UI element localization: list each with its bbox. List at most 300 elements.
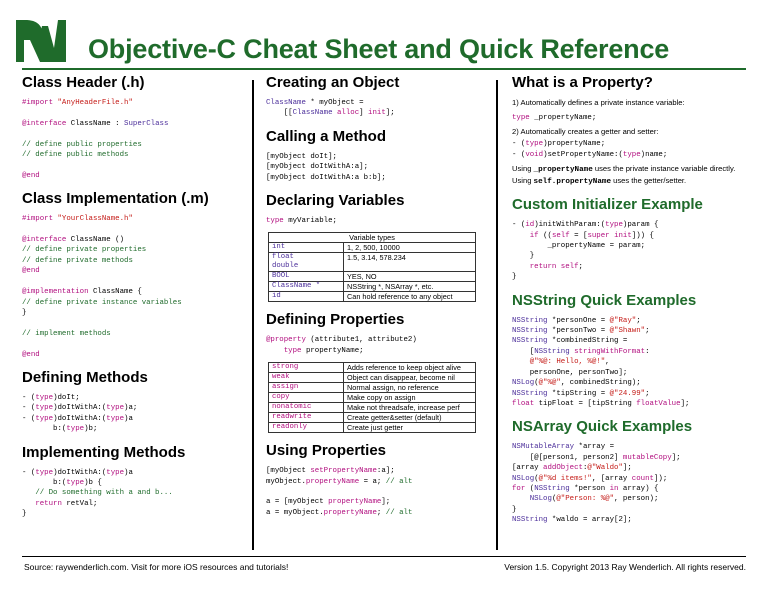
code-token: type	[106, 404, 125, 413]
code-token: @end	[22, 171, 40, 180]
declaring-variables-code	[266, 216, 480, 226]
code-line	[22, 141, 142, 149]
code-line	[512, 317, 641, 325]
code-token: NSMutableArray	[512, 443, 579, 452]
code-line	[22, 172, 40, 180]
creating-object-code	[266, 98, 480, 119]
table-value-cell: 1, 2, 500, 10000	[344, 243, 476, 253]
what-is-property-heading: What is a Property?	[512, 74, 653, 91]
code-token: )a;	[124, 404, 138, 413]
code-line	[266, 347, 364, 355]
code-token: ;	[636, 316, 641, 325]
code-token	[512, 495, 530, 503]
code-token: NSLog	[512, 474, 535, 483]
code-token: for	[512, 484, 530, 493]
code-token: *array =	[578, 443, 615, 452]
code-line	[512, 140, 605, 148]
column-divider-2	[496, 80, 498, 550]
table-key-cell: readwrite	[269, 413, 344, 423]
code-token: *combinedString =	[551, 337, 628, 346]
code-token: NSString	[534, 484, 575, 493]
code-token: super	[587, 231, 615, 240]
table-value-cell: Object can disappear, become nil	[344, 373, 476, 383]
table-row	[269, 383, 476, 393]
code-token: type	[622, 150, 641, 159]
defining-properties-code	[266, 335, 480, 356]
table-value-cell: 1.5, 3.14, 578.234	[344, 253, 476, 272]
table-row	[269, 272, 476, 282]
table-value-cell: Normal assign, no reference	[344, 383, 476, 393]
code-token: *person	[574, 484, 610, 493]
code-token	[512, 358, 530, 366]
code-token: type	[66, 425, 85, 434]
nsarray-heading: NSArray Quick Examples	[512, 418, 693, 436]
code-token: - (	[512, 221, 526, 230]
code-line	[22, 257, 133, 265]
code-line	[512, 221, 658, 229]
code-token: ;	[645, 389, 650, 398]
code-line	[266, 467, 395, 475]
code-token: - (	[22, 414, 36, 423]
code-token: type	[35, 468, 54, 477]
code-token: type	[106, 468, 125, 477]
code-line	[512, 232, 654, 240]
code-token	[266, 347, 284, 355]
code-token: = a;	[359, 477, 386, 486]
code-token: , person);	[614, 495, 659, 504]
code-token: @"Shawn"	[609, 327, 646, 336]
code-token: )param {	[622, 221, 659, 230]
code-line	[266, 217, 337, 225]
code-token: *personTwo =	[551, 327, 610, 336]
footer-copyright: Version 1.5. Copyright 2013 Ray Wenderlich. All rights reserved.	[504, 562, 746, 572]
table-key-cell: id	[269, 292, 344, 302]
code-token: )doItWithA:(	[53, 414, 107, 423]
code-line	[22, 510, 26, 518]
code-token: )setPropertyName:(	[543, 150, 623, 159]
code-line	[512, 348, 650, 356]
code-token: (	[529, 484, 535, 493]
using-properties-code	[266, 466, 480, 518]
code-token: NSString	[512, 327, 552, 336]
using-properties-heading: Using Properties	[266, 442, 387, 460]
code-line	[512, 242, 645, 250]
code-token: ]	[359, 109, 369, 118]
code-token: ClassName ()	[70, 236, 125, 245]
code-token: :a];	[376, 467, 395, 476]
code-line	[22, 288, 142, 296]
defining-methods-heading: Defining Methods	[22, 368, 148, 386]
code-token: - (	[22, 468, 36, 477]
what-is-property-p3: Using _propertyName uses the private instance variable directly. Using self.propertyName uses the getter/setter.	[512, 164, 736, 186]
table-value-cell: Make not threadsafe, increase perf	[344, 403, 476, 413]
code-token: type	[266, 217, 289, 226]
code-token: #import	[22, 99, 58, 107]
code-line	[22, 394, 80, 402]
code-token: - (	[22, 404, 36, 413]
code-token: = [	[574, 231, 588, 240]
code-line	[22, 489, 173, 497]
code-token: type	[106, 414, 125, 423]
code-token: ;	[376, 508, 386, 517]
code-token: @"Waldo"	[587, 464, 623, 473]
code-line	[22, 404, 137, 412]
code-token: type	[35, 404, 54, 413]
code-token: // alt	[385, 477, 413, 486]
code-token: @"%d items!"	[538, 474, 592, 483]
code-token: [myObject doIt];	[266, 152, 337, 161]
code-token: }	[512, 273, 517, 282]
code-token: type	[605, 221, 623, 230]
nsarray-code	[512, 442, 748, 525]
defining-properties-heading: Defining Properties	[266, 311, 405, 329]
code-token	[22, 489, 35, 497]
code-token: array) {	[622, 484, 659, 493]
code-token: // implement methods	[22, 329, 111, 338]
footer-source: Source: raywenderlich.com. Visit for more iOS resources and tutorials!	[24, 562, 289, 572]
code-token: - (	[22, 393, 36, 402]
code-token: NSLog	[529, 495, 552, 504]
code-line	[266, 99, 364, 107]
code-token: )b;	[84, 425, 98, 434]
table-value-cell: Can hold reference to any object	[344, 292, 476, 302]
code-token: @end	[22, 267, 40, 276]
code-line	[512, 252, 534, 260]
code-line	[512, 379, 641, 387]
code-token: return	[529, 262, 561, 271]
code-token: ClassName {	[92, 288, 142, 297]
code-token: (	[551, 495, 557, 504]
code-token: NSString	[512, 389, 552, 398]
code-token: }	[22, 308, 27, 317]
code-line	[22, 267, 40, 275]
code-token: addObject	[543, 464, 583, 473]
code-token: )a	[124, 468, 133, 477]
table-key-cell: int	[269, 243, 344, 253]
variable-types-table	[268, 232, 476, 302]
code-line	[22, 479, 102, 487]
code-line	[512, 454, 681, 462]
table-value-cell: Adds reference to keep object alive	[344, 363, 476, 373]
code-token: float	[512, 399, 539, 408]
code-line	[512, 443, 614, 451]
code-token: b:(	[22, 478, 67, 487]
code-token: NSString	[512, 316, 552, 325]
code-token: propertyName	[328, 498, 382, 507]
code-token: ];	[680, 399, 690, 408]
code-line	[22, 299, 182, 307]
what-is-property-code1	[512, 113, 748, 123]
table-key-cell: strong	[269, 363, 344, 373]
custom-init-code	[512, 220, 748, 282]
code-line	[512, 273, 516, 281]
code-token: // Do something with a and b...	[35, 489, 173, 498]
code-token: [myObject doItWithA:a];	[266, 163, 369, 172]
code-token: myObject.	[266, 477, 306, 486]
code-token: #import	[22, 215, 58, 224]
code-token: count	[631, 474, 654, 483]
code-token: )b {	[84, 478, 102, 487]
implementing-methods-code	[22, 468, 244, 520]
code-token: // define private methods	[22, 256, 133, 265]
code-token: "YourClassName.h"	[57, 215, 133, 224]
code-token: in	[609, 484, 623, 493]
code-token: myVariable;	[288, 217, 337, 226]
code-token: void	[525, 150, 544, 159]
code-token: (	[534, 379, 539, 388]
table-value-cell: YES, NO	[344, 272, 476, 282]
column-3	[512, 74, 748, 526]
code-line	[22, 309, 26, 317]
code-token: tipFloat = [tipString	[538, 399, 637, 408]
variable-types-table-header: Variable types	[269, 233, 476, 243]
code-line	[22, 351, 40, 359]
table-row	[269, 363, 476, 373]
code-token: ];	[381, 498, 391, 507]
class-header-code	[22, 98, 244, 181]
table-key-cell: float double	[269, 253, 344, 272]
code-token: @"%@"	[538, 379, 561, 388]
code-token: NSString	[534, 347, 575, 356]
table-row	[269, 292, 476, 302]
code-token: ClassName	[266, 99, 306, 107]
nsstring-code	[512, 316, 748, 410]
table-value-cell: Make copy on assign	[344, 393, 476, 403]
code-token: [	[512, 347, 535, 356]
code-token: ];	[671, 453, 681, 462]
code-token: )a	[124, 414, 133, 423]
code-token: init	[614, 231, 632, 240]
column-1	[22, 74, 244, 520]
code-token: floatValue	[636, 399, 681, 408]
table-value-cell: Create getter&setter (default)	[344, 413, 476, 423]
what-is-property-code2	[512, 139, 748, 160]
code-token: NSString	[512, 337, 552, 346]
code-token: ]);	[653, 474, 668, 483]
table-value-cell: Create just getter	[344, 423, 476, 433]
code-line	[512, 506, 516, 514]
code-token: // define private instance variables	[22, 298, 182, 307]
code-line	[266, 153, 337, 161]
code-token: @interface	[22, 236, 71, 245]
code-line	[512, 485, 658, 493]
code-token: personOne, personTwo];	[512, 368, 628, 377]
calling-method-heading: Calling a Method	[266, 127, 386, 145]
code-token: mutableCopy	[622, 453, 672, 462]
code-token: }	[512, 505, 517, 514]
code-token: // define public methods	[22, 151, 129, 160]
code-token: retVal;	[66, 499, 98, 508]
code-token: type	[66, 478, 85, 487]
table-value-cell: NSString *, NSArray *, etc.	[344, 282, 476, 292]
code-token: _propertyName;	[534, 113, 597, 122]
code-token: ((	[543, 231, 552, 240]
code-token: propertyName;	[305, 346, 364, 355]
code-token: [[	[266, 109, 293, 118]
code-token: ];	[622, 464, 632, 473]
creating-object-heading: Creating an Object	[266, 74, 400, 91]
table-row	[269, 423, 476, 433]
table-key-cell: weak	[269, 373, 344, 383]
code-line	[22, 330, 111, 338]
code-token: - (	[512, 140, 526, 149]
code-line	[512, 358, 610, 366]
code-token: // define private properties	[22, 246, 147, 255]
title-divider	[22, 68, 746, 70]
code-token: ;	[645, 327, 650, 336]
code-token	[512, 232, 530, 240]
code-token: [myObject	[266, 467, 311, 476]
code-token: )doItWithA:(	[53, 404, 107, 413]
code-token: alloc	[336, 109, 360, 118]
property-attributes-rows	[269, 363, 476, 433]
table-key-cell: nonatomic	[269, 403, 344, 413]
code-line	[22, 99, 133, 107]
code-token: (	[534, 474, 539, 483]
code-token: *tipString =	[551, 389, 610, 398]
code-line	[512, 114, 596, 122]
code-token: // alt	[385, 508, 413, 517]
code-token: @"%@: Hello, %@!"	[529, 358, 606, 367]
code-line	[22, 215, 133, 223]
code-token: NSString	[512, 516, 552, 525]
code-token: )initWithParam:(	[534, 221, 606, 230]
code-token: - (	[512, 150, 526, 159]
code-token: @end	[22, 350, 40, 359]
defining-methods-code	[22, 393, 244, 435]
code-line	[512, 400, 689, 408]
code-token: type	[35, 393, 54, 402]
code-token: @property	[266, 336, 311, 345]
code-token: a = [myObject	[266, 498, 329, 507]
class-impl-heading: Class Implementation (.m)	[22, 190, 209, 208]
code-token: _propertyName = param;	[512, 242, 646, 251]
code-line	[266, 163, 368, 171]
code-token: type	[283, 346, 306, 355]
code-token: a = myObject.	[266, 508, 324, 517]
code-token: id	[525, 221, 535, 230]
code-token	[22, 500, 35, 508]
column-2	[266, 74, 480, 518]
code-line	[512, 516, 632, 524]
what-is-property-p2: 2) Automatically creates a getter and setter:	[512, 126, 659, 136]
code-token: :	[582, 464, 588, 473]
code-line	[512, 390, 650, 398]
code-line	[22, 151, 128, 159]
page-title: Objective-C Cheat Sheet and Quick Reference	[88, 34, 670, 64]
code-line	[22, 246, 146, 254]
code-token: ,	[605, 358, 610, 367]
custom-init-heading: Custom Initializer Example	[512, 196, 703, 214]
code-line	[266, 109, 395, 117]
code-line	[512, 263, 583, 271]
code-line	[22, 500, 97, 508]
code-token: b:(	[22, 425, 67, 434]
code-token: ];	[385, 109, 395, 118]
what-is-property-p1: 1) Automatically defines a private instance variable:	[512, 98, 685, 107]
table-row	[269, 282, 476, 292]
code-token: ])) {	[631, 231, 654, 240]
code-line	[22, 415, 133, 423]
code-token: ClassName	[292, 109, 337, 118]
code-token: , [array	[591, 474, 632, 483]
code-line	[512, 151, 667, 159]
code-token: propertyName	[323, 508, 377, 517]
code-token: type	[525, 140, 544, 149]
code-line	[512, 337, 627, 345]
rw-logo-icon	[16, 14, 66, 62]
code-token: }	[512, 252, 535, 261]
code-token: @interface	[22, 119, 71, 128]
code-token: *personOne =	[551, 316, 610, 325]
code-token: propertyName	[305, 477, 360, 486]
code-token: self	[560, 262, 579, 271]
table-row	[269, 243, 476, 253]
code-token: @"24.99"	[609, 389, 646, 398]
code-token: )doItWithA:(	[53, 468, 107, 477]
code-token: (attribute1, attribute2)	[310, 336, 417, 345]
code-line	[512, 369, 627, 377]
code-token: type	[512, 113, 535, 122]
table-key-cell: assign	[269, 383, 344, 393]
column-divider-1	[252, 80, 254, 550]
code-token: [@[person1, person2]	[512, 453, 623, 462]
code-token: SuperClass	[124, 119, 169, 128]
class-header-heading: Class Header (.h)	[22, 74, 145, 91]
code-token: init	[368, 109, 386, 118]
table-row	[269, 373, 476, 383]
code-token: @implementation	[22, 288, 93, 297]
table-key-cell: ClassName *	[269, 282, 344, 292]
code-line	[512, 495, 658, 503]
code-token: :	[645, 347, 650, 356]
class-impl-code	[22, 214, 244, 360]
code-line	[22, 425, 97, 433]
code-line	[266, 336, 417, 344]
code-token: // define public properties	[22, 140, 142, 149]
table-key-cell: readonly	[269, 423, 344, 433]
code-token: if	[529, 231, 544, 240]
nsstring-heading: NSString Quick Examples	[512, 291, 697, 309]
code-token: type	[35, 414, 54, 423]
table-row	[269, 413, 476, 423]
variable-types-rows	[269, 243, 476, 302]
table-row	[269, 393, 476, 403]
table-row	[269, 403, 476, 413]
implementing-methods-heading: Implementing Methods	[22, 443, 186, 461]
code-line	[266, 478, 412, 486]
code-token: )doIt;	[53, 393, 80, 402]
code-token: NSLog	[512, 379, 535, 388]
code-token: [myObject doItWithA:a b:b];	[266, 173, 386, 182]
code-token: ClassName :	[70, 119, 125, 128]
code-token: @"Ray"	[609, 316, 637, 325]
code-line	[22, 120, 168, 128]
code-token: stringWithFormat	[574, 347, 646, 356]
code-token: , combinedString);	[560, 379, 641, 388]
code-line	[512, 327, 650, 335]
code-line	[266, 174, 386, 182]
code-token: self	[551, 231, 575, 240]
code-token: return	[35, 499, 67, 508]
code-token	[512, 263, 530, 271]
code-token: [array	[512, 464, 544, 473]
table-row	[269, 253, 476, 272]
footer-divider	[22, 556, 746, 557]
code-line	[266, 498, 390, 506]
code-line	[512, 464, 632, 472]
code-line	[512, 475, 667, 483]
